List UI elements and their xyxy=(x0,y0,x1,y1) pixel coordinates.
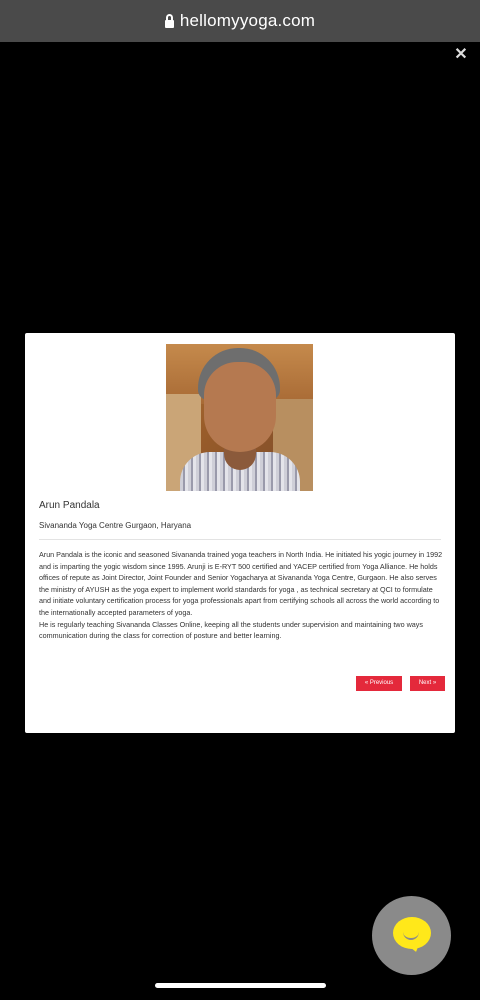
teacher-modal xyxy=(25,333,455,733)
close-icon[interactable]: ✕ xyxy=(454,46,468,63)
next-button[interactable]: Next » xyxy=(410,676,445,691)
teacher-name: Arun Pandala xyxy=(39,500,100,511)
browser-url-bar[interactable] xyxy=(0,0,480,42)
previous-button[interactable]: « Previous xyxy=(356,676,402,691)
bio-paragraph: Arun Pandala is the iconic and seasoned Sivananda trained yoga teachers in North India. He initiated his yogic journey in 1992 and is imparting the yogic wisdom since 1995. Arunji is E-RYT 500 certified and YACEP certified from Yoga Alliance. He holds offices of repute as Joint Director, Joint Founder and Senior Yogacharya at Sivananda Yoga Centre, Gurgaon. He also serves the ministry of AYUSH as the yoga expert to implement world standards for yoga , as technical secretary at QCI to formulate and initiate voluntary certification process for yoga professionals apart from certifying schools all across the world according to the internationally accepted parameters of yoga. xyxy=(39,550,443,617)
divider xyxy=(39,539,441,540)
teacher-bio xyxy=(39,549,443,642)
url-text: hellomyyoga.com xyxy=(179,11,316,30)
home-indicator[interactable] xyxy=(155,983,326,988)
teacher-school: Sivananda Yoga Centre Gurgaon, Haryana xyxy=(39,521,192,530)
bio-paragraph: He is regularly teaching Sivananda Classes Online, keeping all the students under supervision and maintaining two ways communication during the class for correction of posture and better learning. xyxy=(39,619,423,641)
lock-icon xyxy=(165,20,174,28)
chat-button[interactable] xyxy=(372,896,451,975)
teacher-photo xyxy=(166,344,313,491)
